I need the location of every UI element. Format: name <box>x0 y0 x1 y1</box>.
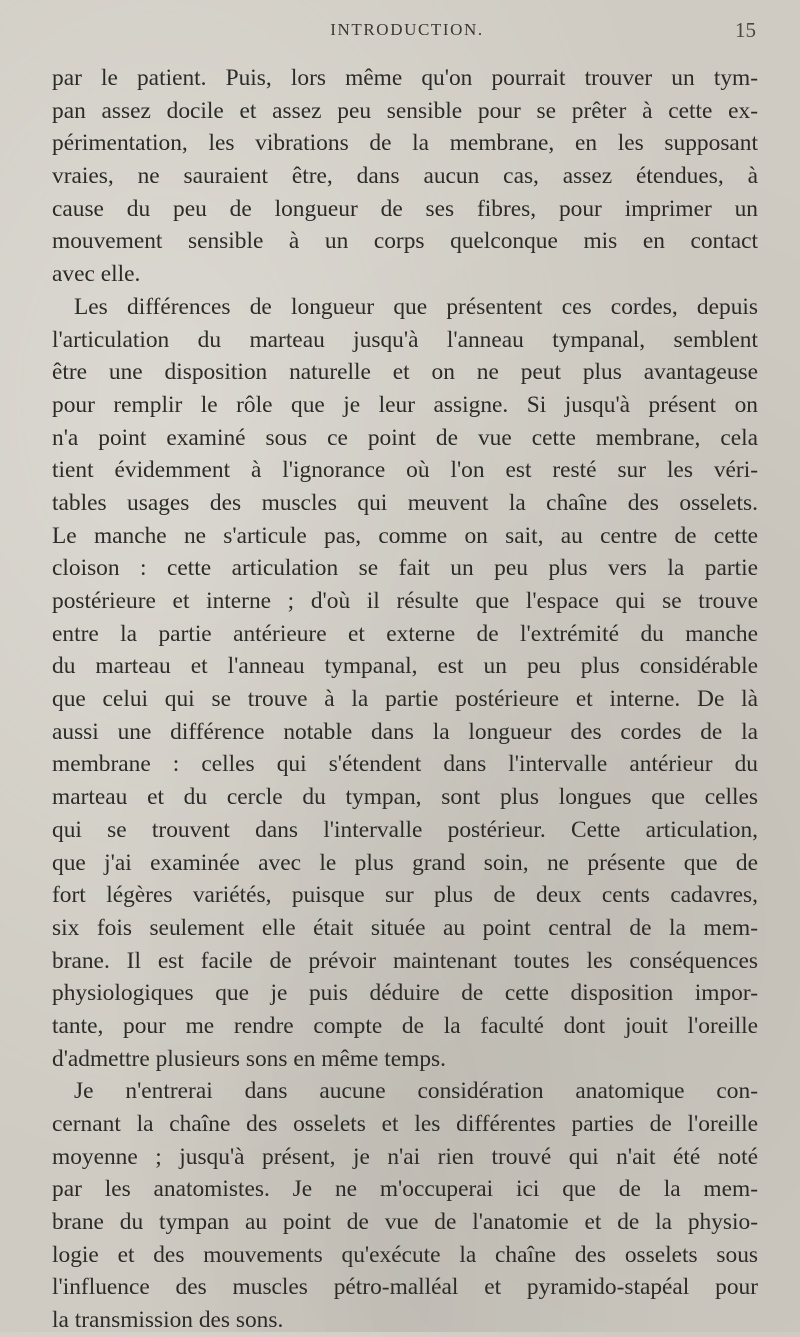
text-line: postérieure et interne ; d'où il résulte que l'espace qui se trouve <box>52 588 758 614</box>
text-line: la transmission des sons. <box>52 1307 284 1334</box>
text-line: Le manche ne s'articule pas, comme on sait, au centre de cette <box>52 522 758 549</box>
text-line: tables usages des muscles qui meuvent la chaîne des osselets. <box>52 489 758 516</box>
text-line: d'admettre plusieurs sons en même temps. <box>52 1045 446 1072</box>
text-line: par le patient. Puis, lors même qu'on pourrait trouver un tym- <box>52 65 758 91</box>
text-line: tient évidemment à l'ignorance où l'on est resté sur les véri- <box>52 457 758 484</box>
text-line: avec elle. <box>52 261 141 288</box>
text-line: moyenne ; jusqu'à présent, je n'ai rien trouvé qui n'ait été noté <box>52 1143 758 1170</box>
text-line: six fois seulement elle était située au point central de la mem- <box>52 914 758 941</box>
text-line: logie et des mouvements qu'exécute la chaîne des osselets sous <box>52 1241 758 1268</box>
text-line: périmentation, les vibrations de la membrane, en les supposant <box>52 130 758 157</box>
text-line: du marteau et l'anneau tympanal, est un peu plus considérable <box>52 653 758 680</box>
text-line: cernant la chaîne des osselets et les différentes parties de l'oreille <box>52 1111 758 1137</box>
paragraph <box>52 62 758 291</box>
text-line: l'articulation du marteau jusqu'à l'anneau tympanal, semblent <box>52 326 758 353</box>
text-line: fort légères variétés, puisque sur plus de deux cents cadavres, <box>52 882 758 909</box>
text-line: l'influence des muscles pétro-malléal et pyramido-stapéal pour <box>52 1274 758 1301</box>
running-head <box>52 18 762 42</box>
text-line: membrane : celles qui s'étendent dans l'intervalle antérieur du <box>52 751 758 778</box>
text-line: mouvement sensible à un corps quelconque mis en contact <box>52 228 758 255</box>
text-line: pour remplir le rôle que je leur assigne. Si jusqu'à présent on <box>52 391 758 418</box>
text-line: qui se trouvent dans l'intervalle postérieur. Cette articulation, <box>52 816 758 843</box>
text-line: marteau et du cercle du tympan, sont plus longues que celles <box>52 784 758 811</box>
text-line: Je n'entrerai dans aucune considération anatomique con- <box>74 1078 758 1105</box>
text-line: entre la partie antérieure et externe de l'extrémité du manche <box>52 620 758 647</box>
page-number: 15 <box>735 18 756 42</box>
text-line: cause du peu de longueur de ses fibres, pour imprimer un <box>52 195 758 222</box>
running-title: INTRODUCTION. <box>330 20 484 39</box>
body-text <box>52 62 758 1337</box>
text-line: physiologiques que je puis déduire de cette disposition impor- <box>52 980 758 1007</box>
text-line: par les anatomistes. Je ne m'occuperai ici que de la mem- <box>52 1176 758 1203</box>
text-line: aussi une différence notable dans la longueur des cordes de la <box>52 718 758 745</box>
text-line: que celui qui se trouve à la partie postérieure et interne. De là <box>52 686 758 713</box>
text-line: vraies, ne sauraient être, dans aucun cas, assez étendues, à <box>52 163 758 190</box>
text-line: être une disposition naturelle et on ne peut plus avantageuse <box>52 359 758 386</box>
text-line: n'a point examiné sous ce point de vue cette membrane, cela <box>52 424 758 451</box>
text-line: tante, pour me rendre compte de la faculté dont jouit l'oreille <box>52 1012 758 1039</box>
paragraph <box>52 1075 758 1337</box>
text-line: Les différences de longueur que présentent ces cordes, depuis <box>74 293 758 320</box>
text-line: cloison : cette articulation se fait un peu plus vers la partie <box>52 555 758 582</box>
text-line: brane. Il est facile de prévoir maintenant toutes les conséquences <box>52 947 758 974</box>
text-line: brane du tympan au point de vue de l'anatomie et de la physio- <box>52 1209 758 1236</box>
text-line: pan assez docile et assez peu sensible pour se prêter à cette ex- <box>52 97 758 124</box>
paragraph <box>52 291 758 1076</box>
text-line: que j'ai examinée avec le plus grand soin, ne présente que de <box>52 849 758 876</box>
